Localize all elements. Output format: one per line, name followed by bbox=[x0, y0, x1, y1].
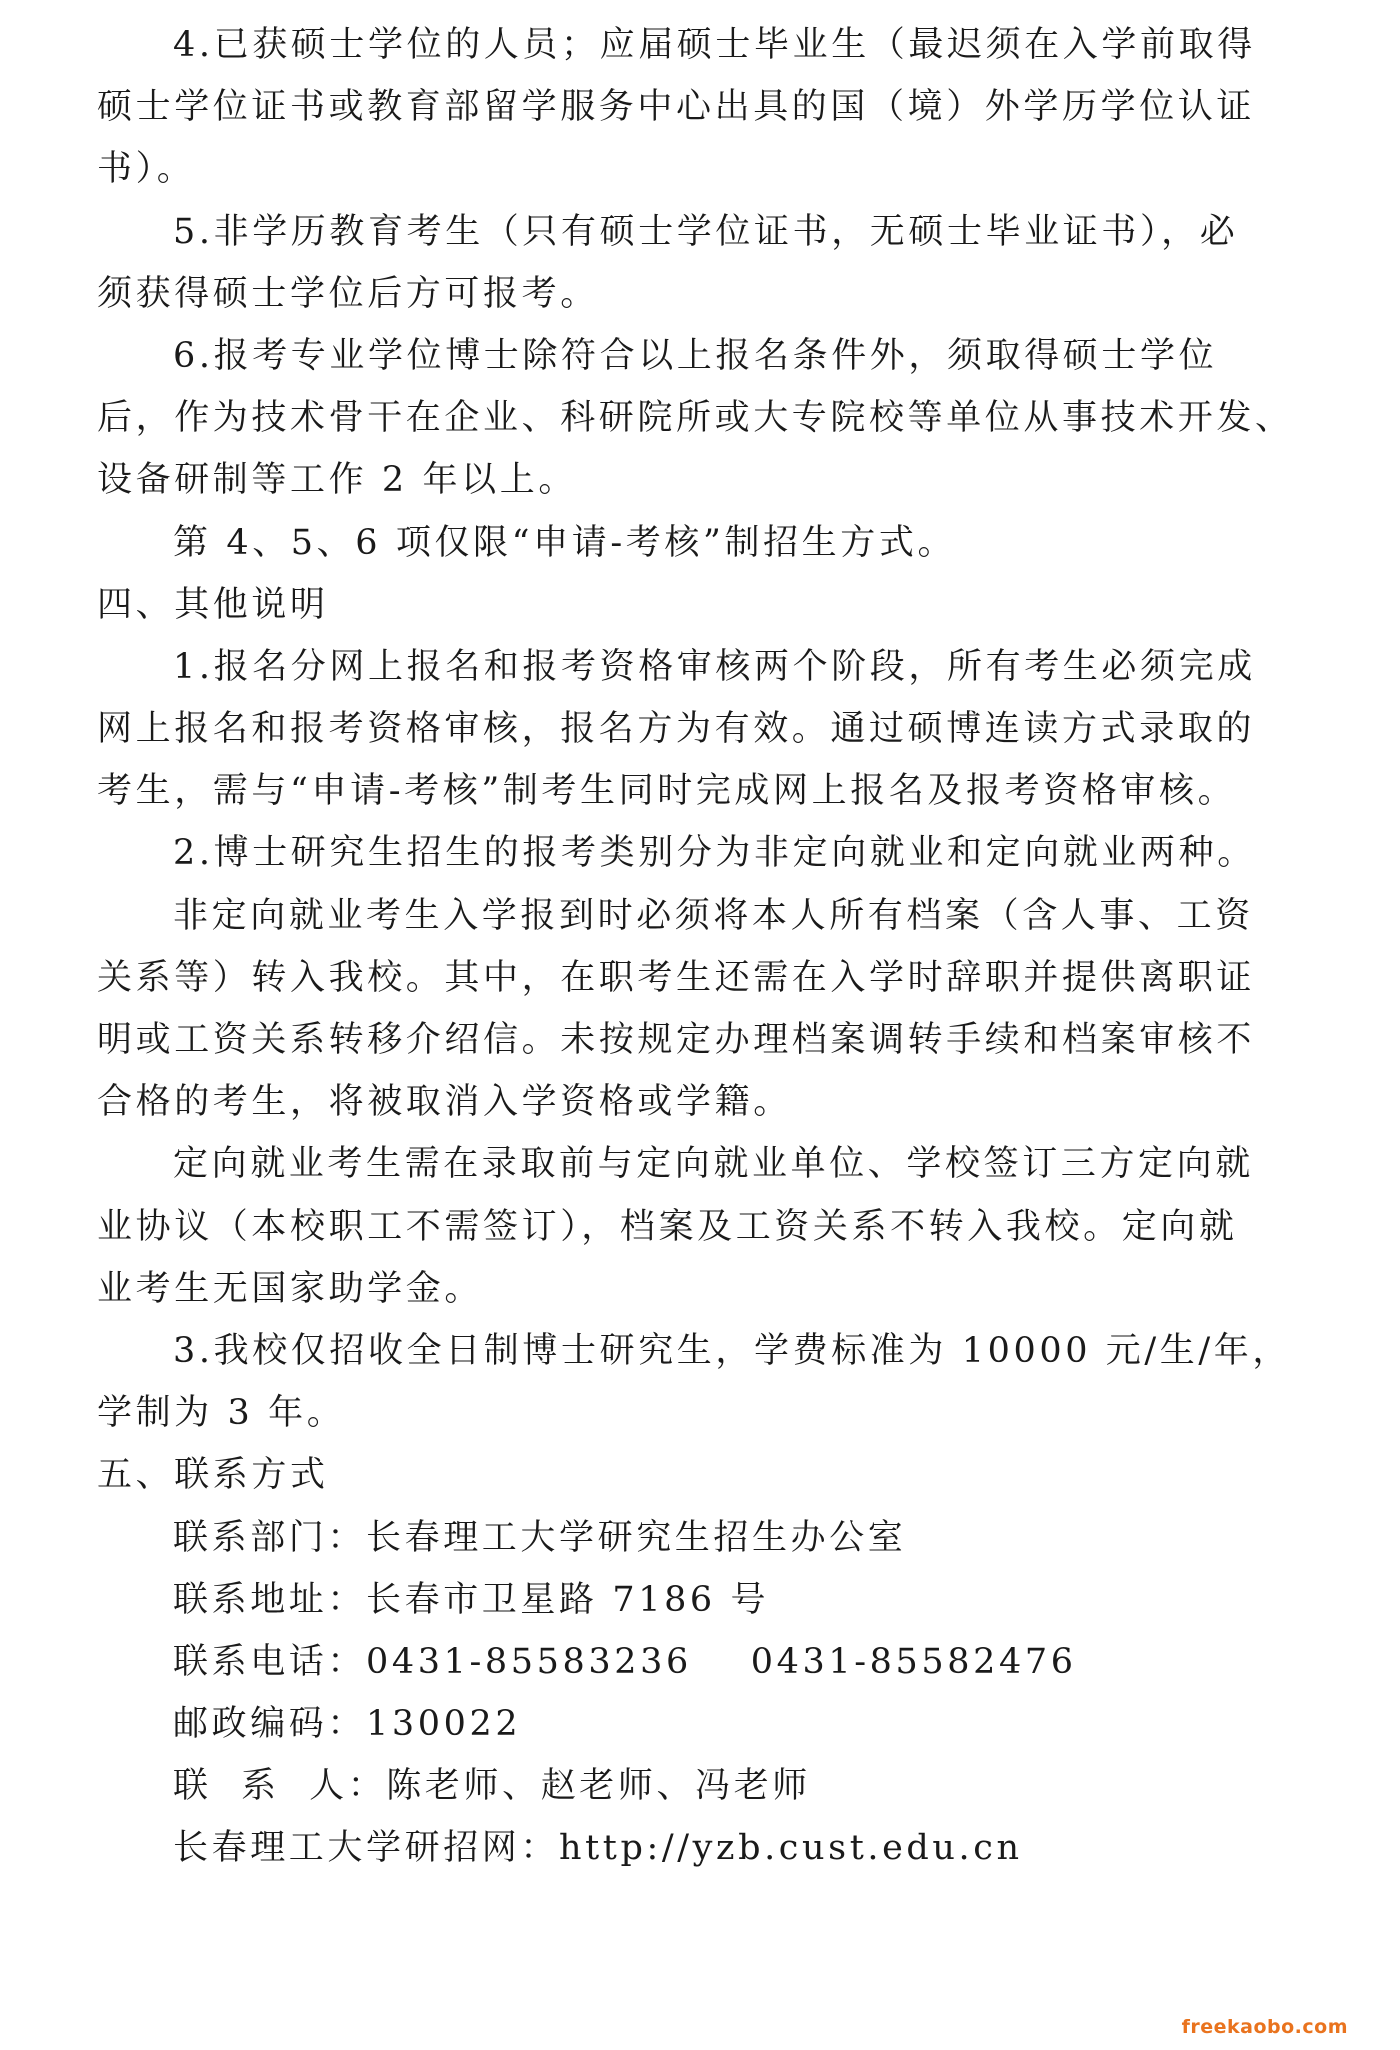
contact-person: 联 系 人：陈老师、赵老师、冯老师 bbox=[173, 1766, 811, 1807]
text-line: 非定向就业考生入学报到时必须将本人所有档案（含人事、工资 bbox=[173, 895, 1254, 936]
text-line: 须获得硕士学位后方可报考。 bbox=[97, 273, 599, 314]
text-line: 业考生无国家助学金。 bbox=[97, 1268, 484, 1309]
text-line: 4.已获硕士学位的人员；应届硕士毕业生（最迟须在入学前取得 bbox=[173, 25, 1256, 65]
text-line: 2.博士研究生招生的报考类别分为非定向就业和定向就业两种。 bbox=[173, 833, 1256, 874]
text-line: 网上报名和报考资格审核，报名方为有效。通过硕博连读方式录取的 bbox=[97, 709, 1256, 750]
text-line: 3.我校仅招收全日制博士研究生，学费标准为 10000 元/生/年， bbox=[173, 1330, 1291, 1371]
text-line: 合格的考生，将被取消入学资格或学籍。 bbox=[97, 1082, 792, 1123]
contact-postcode: 邮政编码：130022 bbox=[173, 1704, 522, 1745]
text-line: 考生，需与“申请-考核”制考生同时完成网上报名及报考资格审核。 bbox=[97, 771, 1237, 812]
text-line: 6.报考专业学位博士除符合以上报名条件外，须取得硕士学位 bbox=[173, 335, 1218, 376]
text-line: 书）。 bbox=[97, 149, 196, 190]
text-line: 关系等）转入我校。其中，在职考生还需在入学时辞职并提供离职证 bbox=[97, 957, 1256, 998]
text-line: 业协议（本校职工不需签订），档案及工资关系不转入我校。定向就 bbox=[97, 1206, 1238, 1247]
contact-department: 联系部门：长春理工大学研究生招生办公室 bbox=[173, 1517, 907, 1558]
watermark-text: freekaobo.com bbox=[1181, 2016, 1348, 2038]
text-line: 明或工资关系转移介绍信。未按规定办理档案调转手续和档案审核不 bbox=[97, 1020, 1256, 1060]
text-line: 硕士学位证书或教育部留学服务中心出具的国（境）外学历学位认证 bbox=[97, 87, 1256, 128]
text-line: 1.报名分网上报名和报考资格审核两个阶段，所有考生必须完成 bbox=[173, 646, 1256, 687]
text-line: 学制为 3 年。 bbox=[97, 1393, 346, 1434]
contact-phone: 联系电话：0431-85583236 0431-85582476 bbox=[173, 1641, 1077, 1682]
section-heading-other-notes: 四、其他说明 bbox=[97, 584, 329, 625]
document-body bbox=[97, 14, 1294, 1880]
text-line: 5.非学历教育考生（只有硕士学位证书，无硕士毕业证书），必 bbox=[173, 211, 1239, 252]
contact-address: 联系地址：长春市卫星路 7186 号 bbox=[173, 1579, 770, 1620]
contact-website[interactable]: 长春理工大学研招网：http://yzb.cust.edu.cn bbox=[173, 1828, 1023, 1869]
text-line: 第 4、5、6 项仅限“申请-考核”制招生方式。 bbox=[173, 522, 957, 563]
section-heading-contact: 五、联系方式 bbox=[97, 1455, 329, 1496]
text-line: 设备研制等工作 2 年以上。 bbox=[97, 460, 577, 501]
text-line: 后，作为技术骨干在企业、科研院所或大专院校等单位从事技术开发、 bbox=[97, 398, 1294, 439]
text-line: 定向就业考生需在录取前与定向就业单位、学校签订三方定向就 bbox=[173, 1144, 1254, 1185]
